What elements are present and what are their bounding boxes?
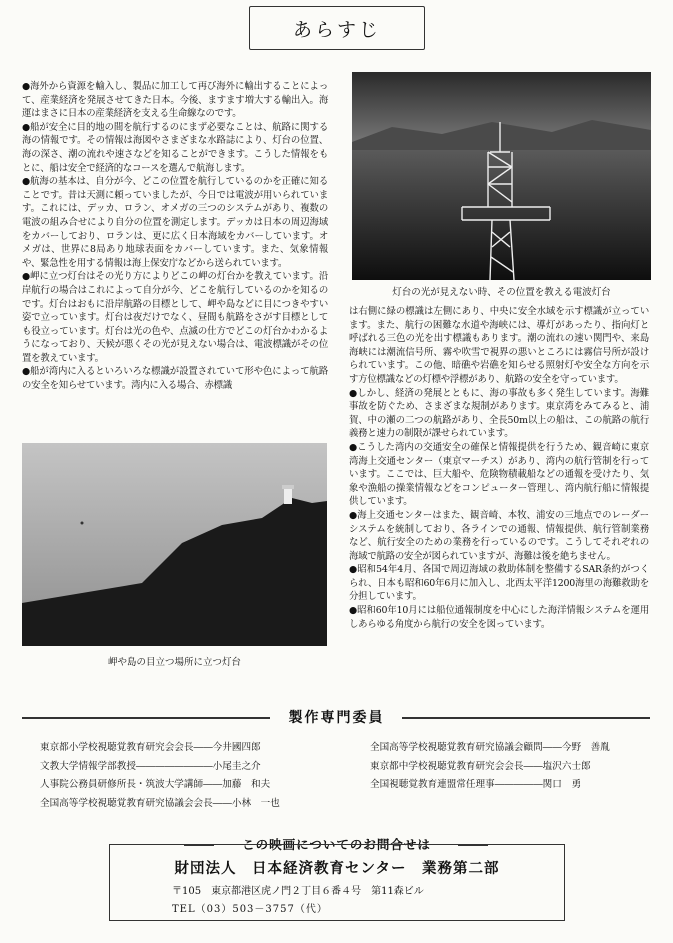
synopsis-paragraph: ●海外から資源を輸入し、製品に加工して再び海外に輸出することによって、産業経済を発展させてきた日本。今後、ますます増大する輸出入。海運はまさに日本の産業経済を支える生命線なのです。 [22,81,328,120]
address: 〒105 東京都港区虎ノ門２丁目６番４号 第11森ビル [172,886,424,897]
synopsis-paragraph: は右側に緑の標識は左側にあり、中央に安全水域を示す標識が立っています。また、航行の困難な水道や海峡には、導灯があったり、指向灯と呼ばれる三色の光を出す標識もあります。潮の流れの速い関門や、来島海峡には潮流信号所、霧や吹雪で視界の悪いところには霧信号所が設けられています。この他、暗礁や岩礁を知らせる照射灯や安全な方向を示す方位標識などの灯標や浮標があり、航路の安全を守っています。 [349,306,649,385]
page-title: あらすじ [249,6,425,50]
committee-members-left [40,739,330,813]
contact-heading: この映画についてのお問合せは [242,837,431,852]
committee-section [0,707,673,727]
tower-photo-caption: 灯台の光が見えない時、その位置を教える電波灯台 [392,287,611,298]
synopsis-paragraph: ●しかし、経済の発展とともに、海の事故も多く発生しています。海難事故を防ぐため、さまざまな規制があります。東京湾をみてみると、浦賀、中の瀬の二つの航路があり、全長50m以上の船は、この航路の航行義務と速力の制限が課せられています。 [349,387,649,440]
synopsis-paragraph: ●航海の基本は、自分が今、どこの位置を航行しているのかを正確に知ることです。昔は天測に頼っていましたが、今日では電波が用いられています。これには、デッカ、ロラン、オメガの三つのシステムがあり、複数の電波の組み合せにより自分の位置を測定します。デッカは日本の周辺海域をカバーしており、ロランは、更に広く日本海域をカバーしています。オメガは、世界に8局あり地球表面をカバーしています。また、気象情報や、緊急性を用する情報は海上保安庁などから送られています。 [22,176,328,269]
lighthouse-photo-caption: 岬や島の目立つ場所に立つ灯台 [107,657,241,668]
committee-member: 人事院公務員研修所長・筑波大学講師――加藤 和夫 [40,779,271,791]
committee-member: 全国視聴覚教育連盟常任理事―――――関口 勇 [370,779,582,791]
contact-box [109,844,565,921]
telephone: TEL（03）503－3757（代） [172,904,328,915]
committee-member: 全国高等学校視聴覚教育研究協議会顧問――今野 善胤 [370,742,610,753]
synopsis-paragraph: ●船が湾内に入るといろいろな標識が設置されていて形や色によって航路の安全を知らせています。湾内に入る場合、赤標識 [22,366,328,392]
synopsis-right-column [349,305,649,631]
synopsis-paragraph: ●こうした湾内の交通安全の確保と情報提供を行うため、観音崎に東京湾海上交通センター（東京マーチス）があり、湾内の航行管制を行っています。ここでは、巨大船や、危険物積載船などの通報を受けたり、気象や漁船の操業情報などをコンピューター管理し、湾内航行船に情報提供しています。 [349,441,649,508]
cape-lighthouse-photo [22,443,327,646]
synopsis-paragraph: ●海上交通センターはまた、観音崎、本牧、浦安の三地点でのレーダーシステムを統制しており、各ラインでの通報、情報提供、航行管制業務など、航行安全のための業務を行っているのです。こうしてそれぞれの海域で航路の安全が図られていますが、海難は後を絶ちません。 [349,509,649,562]
synopsis-left-column [22,80,328,393]
committee-members-right [370,739,650,795]
synopsis-paragraph: ●岬に立つ灯台はその光り方によりどこの岬の灯台かを教えています。沿岸航行の場合はこれによって自分が今、どこを航行しているのかを知るのです。灯台はおもに沿岸航路の目標として、岬や島などに目につきやすい姿で立っています。灯台は夜だけでなく、昼間も航路をさがす目標としても役立っています。灯台は光の色や、点滅の仕方でどこの灯台かわかるようになっており、天候が悪くその光が見えない場合は、電波標識がその位置を教えています。 [22,271,328,364]
synopsis-paragraph: ●昭和54年4月、各国で周辺海域の救助体制を整備するSAR条約がつくられ、日本も昭和60年6月に加入し、北西太平洋1200海里の海難救助を分担しています。 [349,564,649,603]
committee-member: 全国高等学校視聴覚教育研究協議会会長――小林 一也 [40,797,280,809]
synopsis-paragraph: ●昭和60年10月には船位通報制度を中心にした海洋情報システムを運用しあらゆる角度から航行の安全を図っています。 [349,605,649,630]
radio-beacon-tower-photo [352,72,651,280]
committee-member: 東京都中学校視聴覚教育研究会会長――塩沢六士郎 [370,760,591,772]
committee-heading: 製作専門委員 [288,710,385,726]
synopsis-paragraph: ●船が安全に目的地の間を航行するのにまず必要なことは、航路に関する海の情報です。その情報は海図やさまざまな水路誌により、灯台の位置、海の深さ、潮の流れや速さなどを知ることができます。こうした情報をもとに、船は安全で経済的なコースを選んで航海します。 [22,121,328,174]
committee-member: 東京都小学校視聴覚教育研究会会長――今井國四郎 [40,742,261,753]
committee-member: 文教大学情報学部教授――――――――小尾圭之介 [40,760,261,772]
organization-name: 財団法人 日本経済教育センター 業務第二部 [174,861,500,877]
